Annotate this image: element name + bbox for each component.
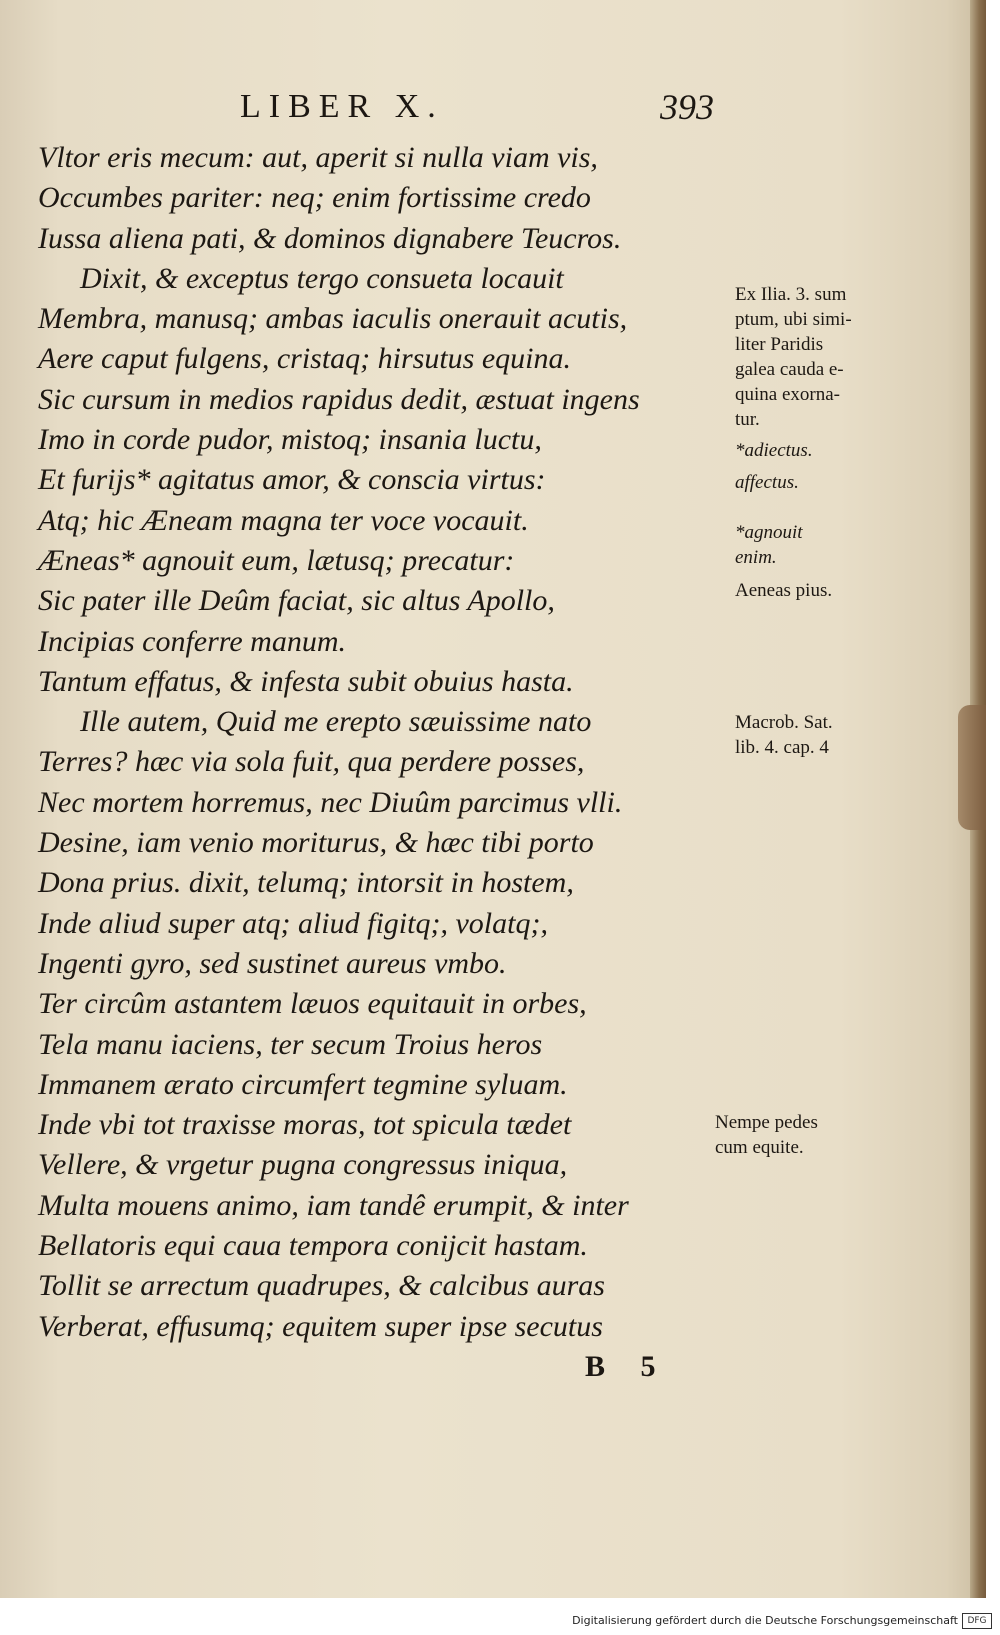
verse-line: Incipias conferre manum. — [38, 624, 346, 658]
verse-line: Aere caput fulgens, cristaq; hirsutus equina. — [38, 342, 571, 376]
verse-line: Æneas* agnouit eum, lætusq; precatur: — [38, 543, 515, 577]
marginal-note-line: liter Paridis — [735, 334, 824, 355]
verse-text — [38, 138, 728, 1347]
verse-line: Nec mortem horremus, nec Diuûm parcimus vlli. — [38, 785, 623, 819]
verse-line: Atq; hic Æneam magna ter voce vocauit. — [38, 503, 529, 537]
book-clasp — [958, 705, 986, 830]
footer-credit: Digitalisierung gefördert durch die Deutsche Forschungsgemeinschaft — [572, 1614, 958, 1627]
marginal-note-line: Macrob. Sat. — [735, 712, 833, 733]
verse-line: Iussa aliena pati, & dominos dignabere Teucros. — [38, 221, 622, 255]
marginal-note-line: quina exorna- — [735, 384, 840, 405]
marginal-note-line: ptum, ubi simi- — [735, 309, 852, 330]
marginal-note-line: cum equite. — [715, 1137, 804, 1158]
verse-line: Membra, manusq; ambas iaculis onerauit acutis, — [38, 302, 628, 336]
verse-line: Ter circûm astantem læuos equitauit in orbes, — [38, 987, 587, 1021]
marginal-note — [715, 1110, 885, 1160]
marginal-note-line: tur. — [735, 409, 760, 430]
marginal-note-line: enim. — [735, 547, 777, 568]
marginal-note-line: Ex Ilia. 3. sum — [735, 284, 847, 305]
signature-mark: B 5 — [585, 1350, 670, 1383]
marginal-note-line: Aeneas pius. — [735, 580, 833, 601]
verse-line: Dona prius. dixit, telumq; intorsit in hostem, — [38, 866, 574, 900]
verse-line: Verberat, effusumq; equitem super ipse secutus — [38, 1309, 603, 1343]
verse-line: Desine, iam venio moriturus, & hæc tibi porto — [38, 826, 594, 860]
verse-line: Sic cursum in medios rapidus dedit, æstuat ingens — [38, 382, 640, 416]
marginal-note — [735, 710, 905, 760]
verse-line: Inde aliud super atq; aliud figitq;, volatq;, — [38, 906, 548, 940]
verse-line: Vltor eris mecum: aut, aperit si nulla viam vis, — [38, 141, 598, 174]
marginal-note — [735, 282, 905, 432]
verse-line: Et furijs* agitatus amor, & conscia virtus: — [38, 463, 546, 497]
verse-line: Ille autem, Quid me erepto sæuissime nato — [80, 705, 592, 739]
marginal-note — [735, 578, 905, 603]
verse-line: Multa mouens animo, iam tandê erumpit, & inter — [38, 1188, 629, 1222]
verse-line: Tela manu iaciens, ter secum Troius heros — [38, 1027, 543, 1061]
running-head: LIBER X. — [240, 88, 444, 125]
verse-line: Vellere, & vrgetur pugna congressus iniqua, — [38, 1148, 568, 1182]
verse-line: Dixit, & exceptus tergo consueta locauit — [80, 261, 564, 295]
marginal-note — [735, 438, 905, 463]
marginal-note-line: affectus. — [735, 472, 799, 493]
marginal-note-line: *adiectus. — [735, 440, 813, 461]
verse-line: Bellatoris equi caua tempora conijcit hastam. — [38, 1229, 588, 1263]
verse-line: Terres? hæc via sola fuit, qua perdere posses, — [38, 745, 585, 779]
marginal-note-line: *agnouit — [735, 522, 803, 543]
verse-line: Sic pater ille Deûm faciat, sic altus Apollo, — [38, 584, 555, 618]
verse-line: Occumbes pariter: neq; enim fortissime credo — [38, 181, 591, 215]
verse-line: Inde vbi tot traxisse moras, tot spicula tædet — [38, 1108, 572, 1142]
verse-line: Imo in corde pudor, mistoq; insania luctu, — [38, 423, 542, 457]
marginal-note-line: galea cauda e- — [735, 359, 844, 380]
marginal-note — [735, 520, 905, 570]
page-number: 393 — [660, 87, 714, 127]
marginal-note-line: lib. 4. cap. 4 — [735, 737, 829, 758]
dfg-logo: DFG — [962, 1613, 992, 1629]
marginal-note-line: Nempe pedes — [715, 1112, 818, 1133]
verse-line: Tantum effatus, & infesta subit obuius hasta. — [38, 664, 574, 698]
verse-line: Tollit se arrectum quadrupes, & calcibus auras — [38, 1269, 605, 1303]
verse-line: Immanem ærato circumfert tegmine syluam. — [38, 1067, 568, 1101]
marginal-note — [735, 470, 905, 495]
footer-bar — [0, 1606, 1000, 1635]
verse-line: Ingenti gyro, sed sustinet aureus vmbo. — [38, 946, 507, 980]
